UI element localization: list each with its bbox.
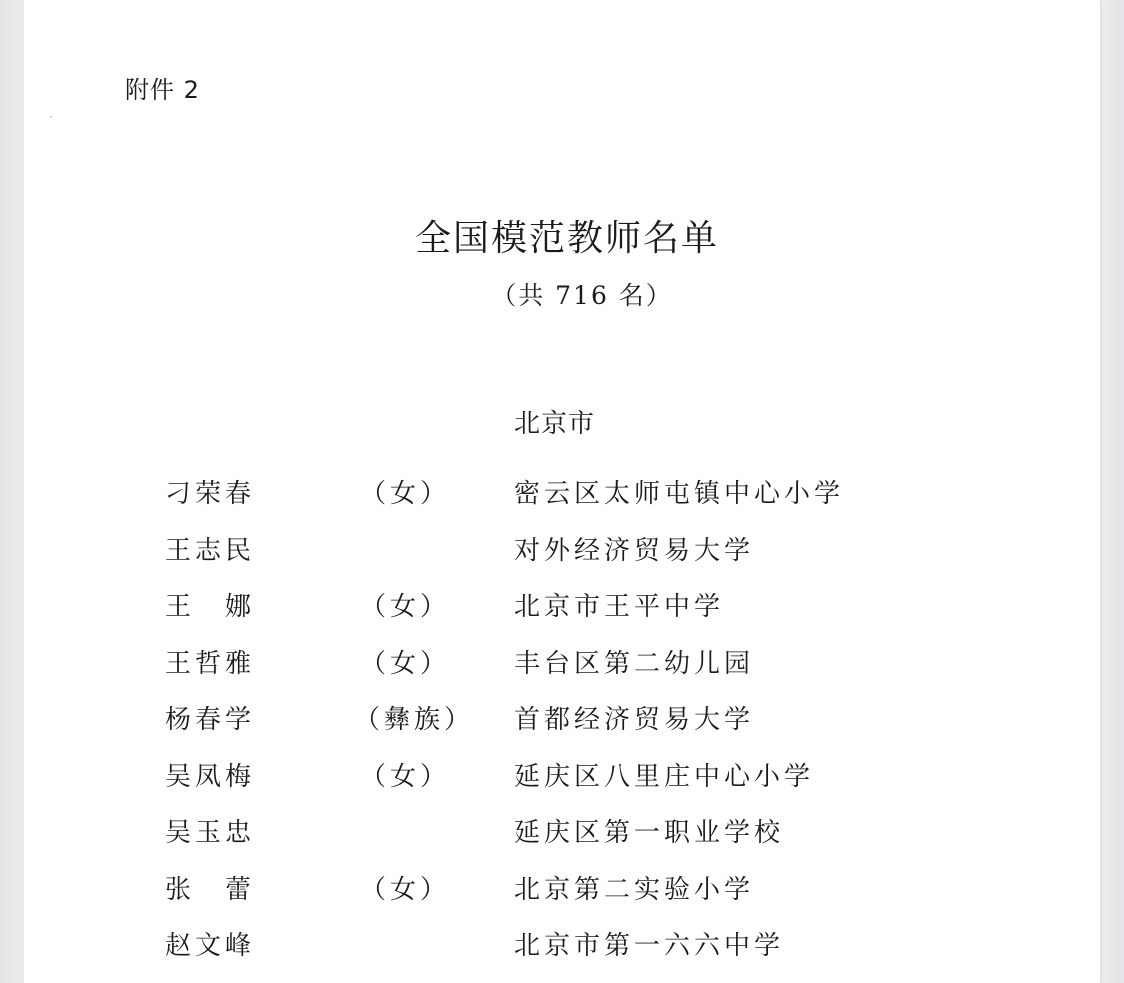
document-title: 全国模范教师名单 — [414, 218, 719, 259]
teacher-name: 张 蕾 — [165, 874, 256, 905]
teacher-note: （彝族） — [354, 705, 475, 735]
teacher-unit: 北京市第一六六中学 — [514, 931, 785, 961]
roster-row — [24, 863, 1100, 920]
teacher-note: （女） — [360, 648, 451, 679]
teacher-unit: 丰台区第二幼儿园 — [514, 648, 755, 679]
total-count-note: （共 716 名） — [491, 281, 673, 310]
teacher-unit: 北京第二实验小学 — [514, 874, 755, 905]
roster-row — [24, 637, 1100, 694]
roster-row — [24, 919, 1100, 976]
teacher-name: 吴玉忠 — [165, 818, 256, 848]
teacher-name: 刁荣春 — [165, 479, 256, 509]
teacher-name: 王哲雅 — [165, 648, 256, 679]
teacher-note: （女） — [360, 479, 451, 509]
teacher-unit: 密云区太师屯镇中心小学 — [514, 479, 845, 509]
teacher-name: 杨春学 — [165, 705, 256, 735]
teacher-name: 赵文峰 — [165, 931, 256, 961]
roster-row — [24, 524, 1100, 581]
teacher-roster — [24, 467, 1100, 976]
attachment-label: 附件 2 — [125, 76, 200, 104]
roster-row — [24, 806, 1100, 863]
teacher-note: （女） — [360, 592, 451, 622]
document-page — [24, 0, 1100, 983]
roster-row — [24, 693, 1100, 750]
province-heading: 北京市 — [514, 409, 596, 439]
teacher-unit: 延庆区第一职业学校 — [514, 818, 785, 848]
roster-row — [24, 467, 1100, 524]
teacher-unit: 延庆区八里庄中心小学 — [514, 761, 815, 792]
roster-row — [24, 580, 1100, 637]
teacher-name: 王志民 — [165, 535, 256, 566]
teacher-name: 吴凤梅 — [165, 761, 256, 792]
scan-speck — [50, 116, 52, 118]
teacher-name: 王 娜 — [165, 592, 256, 622]
teacher-unit: 首都经济贸易大学 — [514, 705, 755, 735]
teacher-unit: 对外经济贸易大学 — [514, 535, 755, 566]
teacher-note: （女） — [360, 874, 451, 905]
teacher-unit: 北京市王平中学 — [514, 592, 725, 622]
teacher-note: （女） — [360, 761, 451, 792]
roster-row — [24, 750, 1100, 807]
